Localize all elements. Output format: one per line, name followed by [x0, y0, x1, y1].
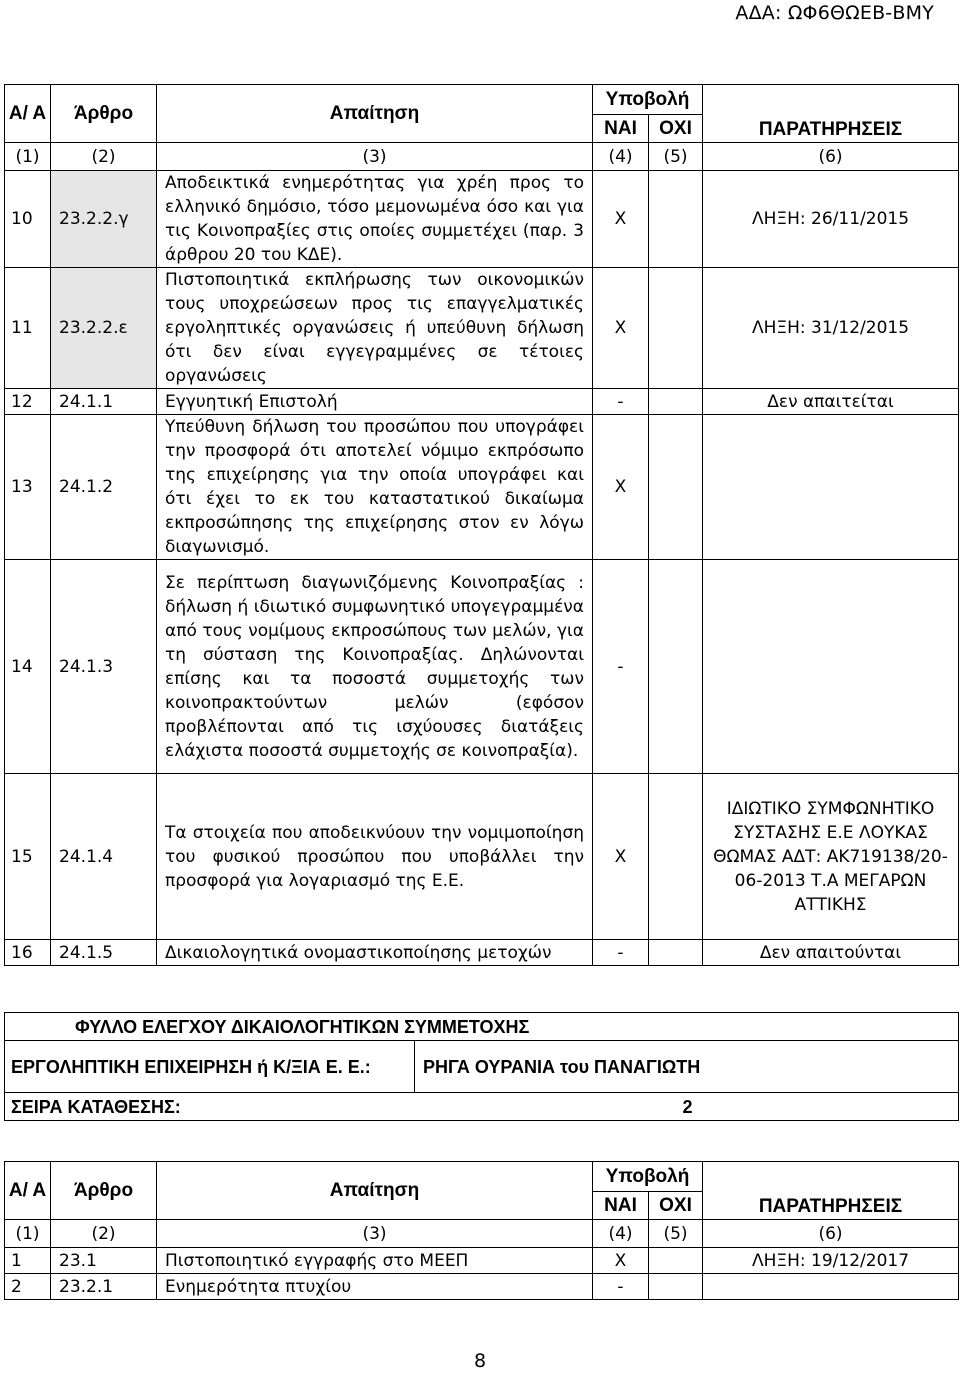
row-no — [649, 940, 703, 966]
row-number: 15 — [5, 774, 51, 940]
table-row — [5, 268, 959, 389]
row-no — [649, 1248, 703, 1274]
row-number: 13 — [5, 415, 51, 560]
header-aa: Α/ Α — [5, 1162, 51, 1220]
row-requirement: Πιστοποιητικό εγγραφής στο ΜΕΕΠ — [157, 1248, 593, 1274]
index-cell: (5) — [649, 143, 703, 171]
index-cell: (6) — [703, 143, 959, 171]
row-no — [649, 1274, 703, 1300]
row-yes: Χ — [593, 415, 649, 560]
row-no — [649, 389, 703, 415]
row-no — [649, 415, 703, 560]
table-row — [5, 1248, 959, 1274]
row-number: 12 — [5, 389, 51, 415]
row-no — [649, 171, 703, 268]
order-row — [5, 1093, 959, 1121]
header-article: Άρθρο — [51, 1162, 157, 1220]
page-number: 8 — [473, 1350, 487, 1372]
index-cell: (1) — [5, 1220, 51, 1248]
row-requirement: Ενημερότητα πτυχίου — [157, 1274, 593, 1300]
row-remarks — [703, 415, 959, 560]
header-requirement: Απαίτηση — [157, 85, 593, 143]
check-sheet-table — [4, 1012, 959, 1121]
row-requirement: Τα στοιχεία που αποδεικνύουν την νομιμοποίηση του φυσικού προσώπου που υποβάλλει την προσφορά για λογαριασμό της Ε.Ε. — [157, 774, 593, 940]
header-remarks: ΠΑΡΑΤΗΡΗΣΕΙΣ — [703, 1162, 959, 1220]
index-cell: (4) — [593, 143, 649, 171]
row-remarks: Δεν απαιτούνται — [703, 940, 959, 966]
header-no: ΟΧΙ — [649, 1192, 703, 1220]
requirements-table-2 — [4, 1161, 959, 1300]
header-yes: ΝΑΙ — [593, 1192, 649, 1220]
row-number: 16 — [5, 940, 51, 966]
row-yes: - — [593, 389, 649, 415]
table-row — [5, 415, 959, 560]
company-label: ΕΡΓΟΛΗΠΤΙΚΗ ΕΠΙΧΕΙΡΗΣΗ ή Κ/ΞΙΑ Ε. Ε.: — [5, 1041, 415, 1093]
order-label: ΣΕΙΡΑ ΚΑΤΑΘΕΣΗΣ: — [11, 1096, 181, 1117]
row-number: 1 — [5, 1248, 51, 1274]
row-article: 24.1.4 — [51, 774, 157, 940]
row-yes: Χ — [593, 1248, 649, 1274]
row-article: 23.2.1 — [51, 1274, 157, 1300]
index-cell: (6) — [703, 1220, 959, 1248]
row-article: 23.2.2.ε — [51, 268, 157, 389]
index-cell: (1) — [5, 143, 51, 171]
order-value: 2 — [682, 1096, 693, 1117]
row-requirement: Εγγυητική Επιστολή — [157, 389, 593, 415]
row-remarks — [703, 1274, 959, 1300]
table-row — [5, 560, 959, 774]
row-remarks: ΙΔΙΩΤΙΚΟ ΣΥΜΦΩΝΗΤΙΚΟ ΣΥΣΤΑΣΗΣ Ε.Ε ΛΟΥΚΑΣ ΘΩΜΑΣ ΑΔΤ: ΑΚ719138/20-06-2013 Τ.Α ΜΕΓΑΡΩΝ ΑΤΤΙΚΗΣ — [703, 774, 959, 940]
row-number: 2 — [5, 1274, 51, 1300]
row-yes: - — [593, 1274, 649, 1300]
table-row — [5, 940, 959, 966]
table-row — [5, 1274, 959, 1300]
ada-code: ΑΔΑ: ΩΦ6ΘΩΕΒ-ΒΜΥ — [735, 2, 934, 24]
table-row — [5, 171, 959, 268]
requirements-table-1 — [4, 84, 959, 966]
header-yes: ΝΑΙ — [593, 115, 649, 143]
row-remarks: ΛΗΞΗ: 26/11/2015 — [703, 171, 959, 268]
row-remarks: Δεν απαιτείται — [703, 389, 959, 415]
row-number: 11 — [5, 268, 51, 389]
index-cell: (2) — [51, 143, 157, 171]
row-no — [649, 774, 703, 940]
row-no — [649, 268, 703, 389]
header-no: ΟΧΙ — [649, 115, 703, 143]
row-article: 23.2.2.γ — [51, 171, 157, 268]
row-requirement: Σε περίπτωση διαγωνιζόμενης Κοινοπραξίας : δήλωση ή ιδιωτικό συμφωνητικό υπογεγραμμένα από τους νομίμους εκπροσώπους των μελών, για τη σύσταση της Κοινοπραξίας. Δηλώνονται επίσης και τα ποσοστά συμμετοχής των κοινοπρακτούντων μελών (εφόσον προβλέπονται από τις ισχύουσες διατάξεις ελάχιστα ποσοστά συμμετοχής σε κοινοπραξία). — [157, 560, 593, 774]
table-row — [5, 389, 959, 415]
row-yes: Χ — [593, 268, 649, 389]
row-requirement: Δικαιολογητικά ονομαστικοποίησης μετοχών — [157, 940, 593, 966]
row-remarks — [703, 560, 959, 774]
index-cell: (3) — [157, 143, 593, 171]
index-cell: (3) — [157, 1220, 593, 1248]
row-remarks: ΛΗΞΗ: 19/12/2017 — [703, 1248, 959, 1274]
row-article: 24.1.5 — [51, 940, 157, 966]
row-yes: - — [593, 940, 649, 966]
header-submission: Υποβολή — [593, 1162, 703, 1192]
row-article: 24.1.2 — [51, 415, 157, 560]
index-cell: (5) — [649, 1220, 703, 1248]
row-requirement: Πιστοποιητικά εκπλήρωσης των οικονομικών τους υποχρεώσεων προς τις επαγγελματικές εργοληπτικές οργανώσεις ή υπεύθυνη δήλωση ότι δεν είναι εγγεγραμμένες σε τέτοιες οργανώσεις — [157, 268, 593, 389]
row-requirement: Αποδεικτικά ενημερότητας για χρέη προς το ελληνικό δημόσιο, τόσο μεμονωμένα όσο και για τις Κοινοπραξίες στις οποίες συμμετέχει (παρ. 3 άρθρου 20 του ΚΔΕ). — [157, 171, 593, 268]
row-no — [649, 560, 703, 774]
row-requirement: Υπεύθυνη δήλωση του προσώπου που υπογράφει την προσφορά ότι αποτελεί νόμιμο εκπρόσωπο της επιχείρησης για την οποία υπογράφει και ότι έχει το εκ του καταστατικού δικαίωμα εκπροσώπησης της επιχείρησης στον εν λόγω διαγωνισμό. — [157, 415, 593, 560]
header-article: Άρθρο — [51, 85, 157, 143]
row-article: 24.1.1 — [51, 389, 157, 415]
row-yes: Χ — [593, 171, 649, 268]
row-number: 10 — [5, 171, 51, 268]
index-cell: (4) — [593, 1220, 649, 1248]
row-yes: Χ — [593, 774, 649, 940]
row-article: 23.1 — [51, 1248, 157, 1274]
row-remarks: ΛΗΞΗ: 31/12/2015 — [703, 268, 959, 389]
check-sheet-title: ΦΥΛΛΟ ΕΛΕΓΧΟΥ ΔΙΚΑΙΟΛΟΓΗΤΙΚΩΝ ΣΥΜΜΕΤΟΧΗΣ — [5, 1013, 959, 1041]
header-submission: Υποβολή — [593, 85, 703, 115]
index-cell: (2) — [51, 1220, 157, 1248]
table-row — [5, 774, 959, 940]
row-yes: - — [593, 560, 649, 774]
row-number: 14 — [5, 560, 51, 774]
header-requirement: Απαίτηση — [157, 1162, 593, 1220]
company-value: ΡΗΓΑ ΟΥΡΑΝΙΑ του ΠΑΝΑΓΙΩΤΗ — [415, 1041, 959, 1093]
row-article: 24.1.3 — [51, 560, 157, 774]
header-aa: Α/ Α — [5, 85, 51, 143]
header-remarks-spacer: ΠΑΡΑΤΗΡΗΣΕΙΣ — [703, 85, 959, 143]
